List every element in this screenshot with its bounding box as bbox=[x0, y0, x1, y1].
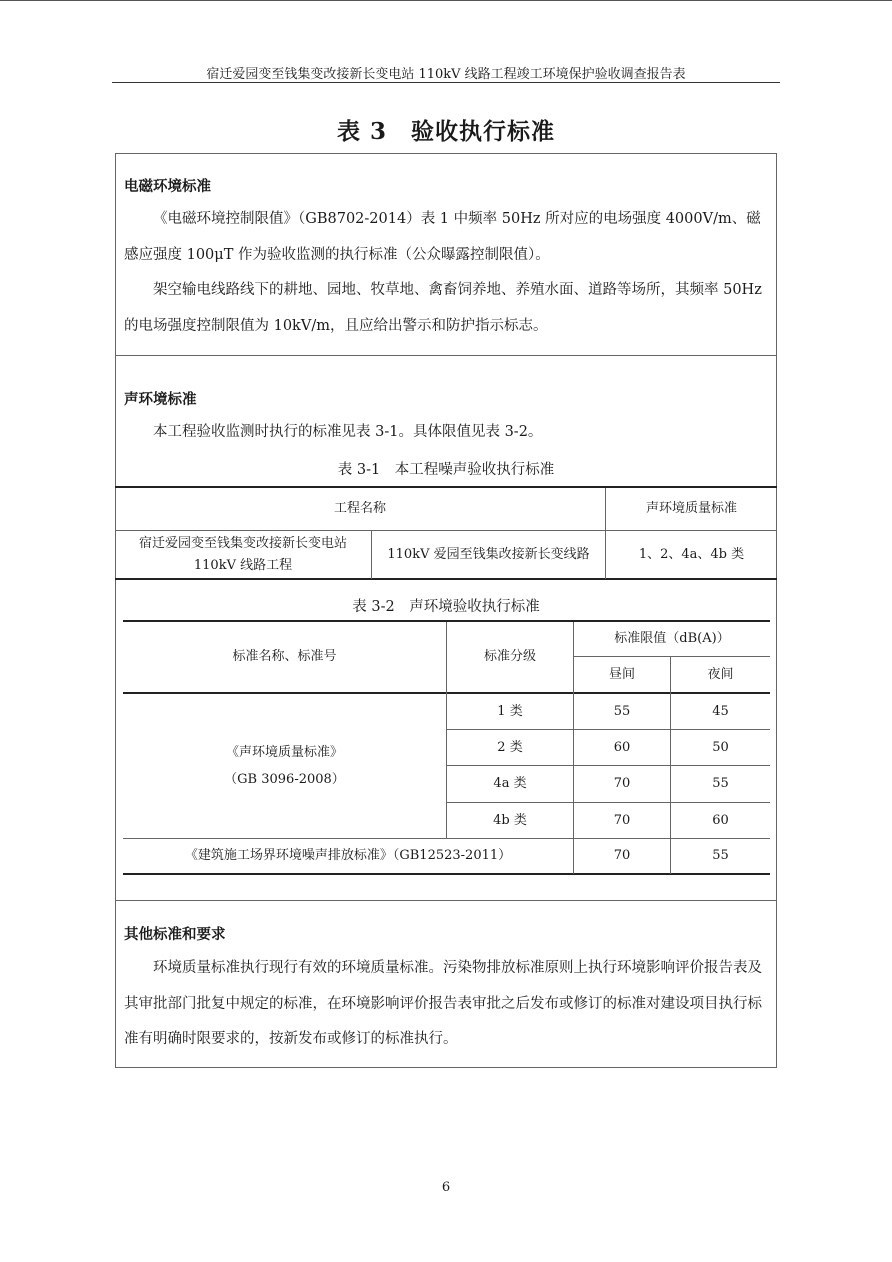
table32-class-cell: 2 类 bbox=[497, 739, 523, 755]
top-border bbox=[0, 0, 892, 1]
table32-night-cell: 55 bbox=[712, 776, 729, 791]
table32-header-night: 夜间 bbox=[707, 666, 734, 682]
table32-day-cell: 70 bbox=[613, 776, 631, 791]
table31-project-cell bbox=[115, 531, 371, 578]
table31-project-line2: 110kV 线路工程 bbox=[193, 557, 293, 573]
table32-caption: 表 3-2 声环境验收执行标准 bbox=[352, 599, 540, 615]
table32-class-cell: 4a 类 bbox=[493, 776, 527, 791]
table32-standard2-name: 《建筑施工场界环境噪声排放标准》（GB12523-2011） bbox=[184, 848, 512, 863]
table32-day-cell: 55 bbox=[613, 703, 631, 719]
table32-class-cell: 4b 类 bbox=[493, 812, 527, 828]
table32-day-cell: 70 bbox=[613, 848, 631, 863]
table32-night-cell: 60 bbox=[712, 812, 729, 828]
other-heading: 其他标准和要求 bbox=[124, 927, 226, 943]
table31-bottom-rule bbox=[115, 578, 777, 580]
table32-header-day: 昼间 bbox=[608, 666, 635, 682]
table32-header-name: 标准名称、标准号 bbox=[232, 649, 337, 664]
table32-night-cell: 55 bbox=[712, 848, 729, 863]
page-number: 6 bbox=[441, 1180, 451, 1195]
em-heading: 电磁环境标准 bbox=[124, 179, 211, 195]
table31-header-standard: 声环境质量标准 bbox=[645, 501, 737, 516]
page-title: 表 3 验收执行标准 bbox=[336, 118, 555, 145]
table31-header-project: 工程名称 bbox=[333, 501, 386, 516]
em-paragraph-2: 架空输电线路线下的耕地、园地、牧草地、禽畜饲养地、养殖水面、道路等场所，其频率 50Hz 的电场强度控制限值为 10kV/m，且应给出警示和防护指示标志。 bbox=[124, 282, 762, 334]
table31-classes-cell: 1、2、4a、4b 类 bbox=[638, 546, 745, 562]
table32-bottom-rule bbox=[123, 873, 770, 875]
em-paragraphs bbox=[124, 202, 770, 344]
table31-line-cell: 110kV 爱园至钱集改接新长变线路 bbox=[387, 546, 590, 562]
noise-paragraph-1: 本工程验收监测时执行的标准见表 3-1。具体限值见表 3-2。 bbox=[153, 424, 543, 440]
table32-header-limit: 标准限值（dB(A)） bbox=[614, 631, 730, 646]
other-paragraph-1: 环境质量标准执行现行有效的环境质量标准。污染物排放标准原则上执行环境影响评价报告表及其审批部门批复中规定的标准，在环境影响评价报告表审批之后发布或修订的标准对建设项目执行标准有明确时限要求的，按新发布或修订的标准执行。 bbox=[124, 960, 762, 1047]
running-header: 宿迁爱园变至钱集变改接新长变电站 110kV 线路工程竣工环境保护验收调查报告表 bbox=[206, 67, 686, 82]
table31-project-line1: 宿迁爱园变至钱集变改接新长变电站 bbox=[138, 535, 347, 551]
table32-day-cell: 70 bbox=[613, 812, 631, 828]
table32-standard1-cell bbox=[123, 694, 446, 838]
table32-header-class: 标准分级 bbox=[483, 649, 536, 664]
table31-caption: 表 3-1 本工程噪声验收执行标准 bbox=[337, 462, 555, 478]
table32-night-cell: 50 bbox=[712, 739, 729, 755]
section-divider bbox=[115, 355, 777, 356]
table32-standard1-name: 《声环境质量标准》 bbox=[225, 745, 343, 760]
em-paragraph-1: 《电磁环境控制限值》（GB8702-2014）表 1 中频率 50Hz 所对应的电场强度 4000V/m、磁感应强度 100μT 作为验收监测的执行标准（公众曝露控制限值）。 bbox=[124, 211, 761, 263]
section-divider bbox=[115, 900, 777, 901]
noise-heading: 声环境标准 bbox=[124, 392, 197, 408]
table32-class-cell: 1 类 bbox=[497, 703, 523, 719]
header-rule bbox=[112, 82, 780, 83]
table32-night-cell: 45 bbox=[712, 703, 729, 719]
other-paragraph bbox=[124, 951, 770, 1058]
noise-paragraph bbox=[124, 415, 770, 451]
table32-standard1-code: （GB 3096-2008） bbox=[224, 772, 345, 787]
table32-day-cell: 60 bbox=[613, 739, 631, 755]
